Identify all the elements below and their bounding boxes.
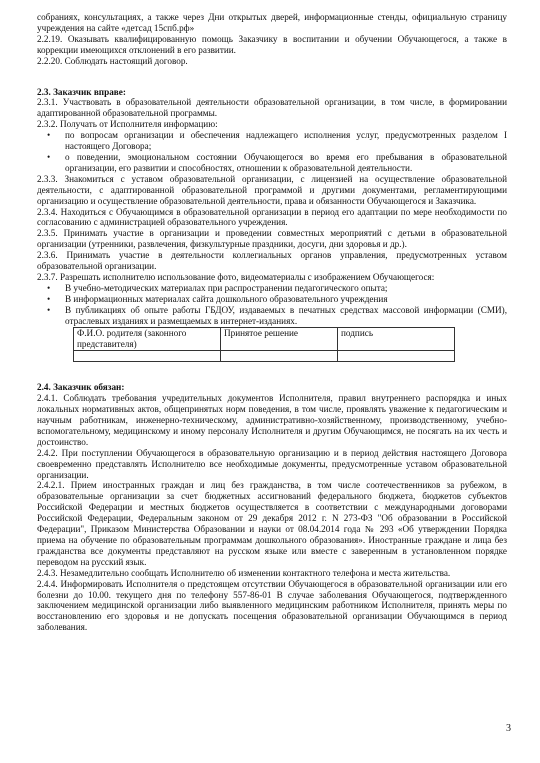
paragraph-top-1: собраниях, консультациях, а также через Дни открытых дверей, информационные стенды, официальную страницу учреждения на сайте «детсад 15спб.рф»: [37, 12, 507, 33]
paragraph-2-4-2: 2.4.2. При поступлении Обучающегося в образовательную организацию и в период действия настоящего Договора своевременно представлять Исполнителю все необходимые документы, предусмотренные уставом образовательной организации.: [37, 447, 507, 480]
paragraph-2-3-7: 2.3.7. Разрешать исполнителю использование фото, видеоматериалы с изображением Обучающегося:: [37, 271, 435, 282]
list-item: • В публикациях об опыте работы ГБДОУ, издаваемых в печатных средствах массовой информации (СМИ), отраслевых изданиях и размещаемых в интернет-изданиях.: [47, 304, 507, 326]
paragraph-2-4-3: 2.4.3. Незамедлительно сообщать Исполнителю об изменении контактного телефона и места жительства.: [37, 567, 451, 578]
paragraph-2-2-20: 2.2.20. Соблюдать настоящий договор.: [37, 55, 188, 66]
paragraph-2-3-4: 2.3.4. Находиться с Обучающимся в образовательной организации в период его адаптации по мере необходимости по согласованию с администрацией образовательного учреждения.: [37, 206, 507, 228]
table-header-cell: подпись: [338, 328, 455, 351]
paragraph-2-3-1: 2.3.1. Участвовать в образовательной деятельности образовательной организации, в том числе, в формировании адаптированной образовательной программы.: [37, 97, 507, 119]
paragraph-2-4-1: 2.4.1. Соблюдать требования учредительных документов Исполнителя, правил внутреннего распорядка и иных локальных нормативных актов, общепринятых норм поведения, в том числе, проявлять уважение к педагогическим и научным работникам, инженерно-техническому, административно-хозяйственному, производственному, учебно-вспомогательному, медицинскому и иному персоналу Исполнителя и другим Обучающимся, не посягать на их честь и достоинство.: [37, 393, 507, 447]
list-item: • В учебно-методических материалах при распространении педагогического опыта;: [47, 282, 388, 293]
table-header-cell: Принятое решение: [221, 328, 338, 351]
paragraph-2-4-4: 2.4.4. Информировать Исполнителя о предстоящем отсутствии Обучающегося в образовательной организации или его болезни до 10.00. текущего дня по телефону 557-86-01 В случае заболевания Обучающегося, подтвержденного заключением медицинской организации либо выявленного медицинским работником Исполнителя, принять меры по восстановлению его здоровья и не допускать посещения образовательной организации Обучающимся в период заболевания.: [37, 578, 507, 633]
bullet-icon: •: [47, 304, 51, 315]
table-cell[interactable]: [74, 351, 221, 362]
table-cell[interactable]: [338, 351, 455, 362]
bullet-icon: •: [47, 151, 51, 162]
bullet-list-2-3-2: [37, 130, 507, 174]
paragraph-2-2-19: 2.2.19. Оказывать квалифицированную помощь Заказчику в воспитании и обучении Обучающегося, а также в коррекции имеющихся отклонений в его развитии.: [37, 33, 507, 55]
table-cell[interactable]: [221, 351, 338, 362]
bullet-icon: •: [47, 282, 51, 293]
bullet-icon: •: [47, 130, 51, 141]
table-header-row: [74, 328, 455, 351]
section-heading-2-3: 2.3. Заказчик вправе:: [37, 86, 126, 97]
bullet-list-2-3-7: [37, 283, 507, 327]
paragraph-2-3-3: 2.3.3. Знакомиться с уставом образовательной организации, с лицензией на осуществление образовательной деятельности, с адаптированной образовательной программой и другими документами, регламентирующими организацию и осуществление образовательной деятельности, права и обязанности Обучающегося и Заказчика.: [37, 173, 507, 206]
consent-table: [73, 327, 455, 362]
table-header-cell: Ф.И.О. родителя (законного представителя): [74, 328, 221, 351]
list-item: • по вопросам организации и обеспечения надлежащего исполнения услуг, предусмотренных разделом I настоящего Договора;: [47, 130, 507, 152]
paragraph-2-3-6: 2.3.6. Принимать участие в деятельности коллегиальных органов управления, предусмотренных уставом образовательной организации.: [37, 250, 507, 272]
bullet-icon: •: [47, 293, 51, 304]
table-row: [74, 351, 455, 362]
paragraph-2-3-2: 2.3.2. Получать от Исполнителя информацию:: [37, 119, 218, 130]
list-item: • В информационных материалах сайта дошкольного образовательного учреждения: [47, 293, 388, 304]
paragraph-2-3-5: 2.3.5. Принимать участие в организации и проведении совместных мероприятий с детьми в образовательной организации (утренники, развлечения, физкультурные праздники, досуги, дни здоровья и др.).: [37, 228, 507, 250]
page-number: 3: [506, 723, 511, 734]
list-item: • о поведении, эмоциональном состоянии Обучающегося во время его пребывания в образовательной организации, его развитии и способностях, отношении к образовательной деятельности.: [47, 151, 507, 173]
section-heading-2-4: 2.4. Заказчик обязан:: [37, 382, 125, 393]
page-content: [37, 12, 507, 633]
paragraph-2-4-2-1: 2.4.2.1. Прием иностранных граждан и лиц без гражданства, в том числе соотечественников за рубежом, в образовательные организации за счет бюджетных ассигнований федерального бюджета, бюджетов субъектов Российской Федерации и местных бюджетов осуществляется в соответствии с международными договорами Российской Федерации, Федеральным законом от 29 декабря 2012 г. N 273-ФЗ "Об образовании в Российской Федерации", Приказом Министерства Образовании и науки от 08.04.2014 года № 293 «Об утверждении Порядка приема на обучение по образовательным программам дошкольного образования». Иностранные граждане и лица без гражданства все документы представляют на русском языке или вместе с заверенным в установленном порядке переводом на русский язык.: [37, 480, 507, 567]
